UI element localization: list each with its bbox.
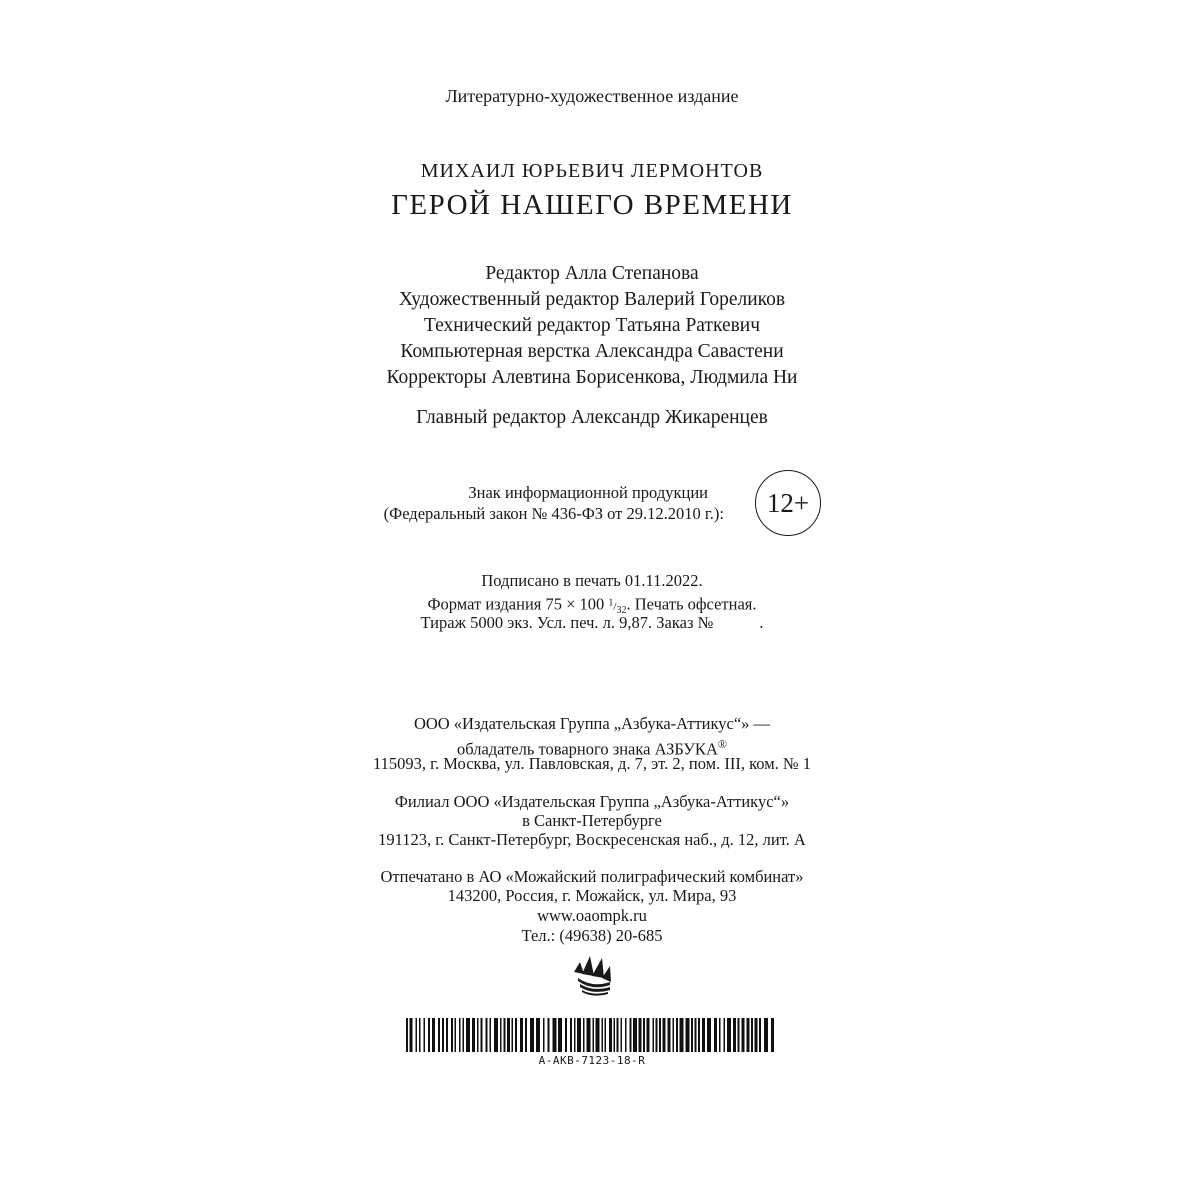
barcode-bar <box>686 1018 690 1052</box>
barcode-bar <box>536 1018 540 1052</box>
format-suffix: . Печать офсетная. <box>626 594 757 614</box>
age-rating-label: Знак информационной продукции <box>468 483 708 502</box>
barcode-bar <box>617 1018 619 1052</box>
credit-layout: Компьютерная верстка Александра Савастени <box>400 341 784 362</box>
barcode-bar <box>673 1018 675 1052</box>
trademark-text: обладатель товарного знака АЗБУКА <box>457 739 718 759</box>
barcode-bar <box>643 1018 645 1052</box>
barcode-bar <box>574 1018 576 1052</box>
print-run-suffix: . <box>759 613 764 632</box>
publisher-name: ООО «Издательская Группа „Азбука-Аттикус“» — <box>413 714 771 733</box>
barcode-bar <box>738 1018 740 1052</box>
barcode-bar <box>639 1018 642 1052</box>
barcode-bar <box>771 1018 774 1052</box>
credit-proofreaders: Корректоры Алевтина Борисенкова, Людмила Ни <box>386 367 798 388</box>
barcode-bar <box>702 1018 705 1052</box>
barcode-bar <box>543 1018 545 1052</box>
barcode-bar <box>466 1018 470 1052</box>
format-prefix: Формат издания 75 × 100 <box>427 594 609 614</box>
book-title: ГЕРОЙ НАШЕГО ВРЕМЕНИ <box>391 189 793 221</box>
barcode-bar <box>504 1018 506 1052</box>
barcode-bar <box>490 1018 492 1052</box>
barcode-bar <box>724 1018 726 1052</box>
barcode-bar <box>416 1018 418 1052</box>
printer-phone: Тел.: (49638) 20-685 <box>521 926 663 945</box>
barcode-bar <box>494 1018 498 1052</box>
barcode-bar <box>570 1018 572 1052</box>
barcode-bar <box>446 1018 448 1052</box>
barcode-bar <box>759 1018 761 1052</box>
barcode-icon <box>406 1018 778 1052</box>
age-rating-block <box>0 470 1200 540</box>
barcode-bar <box>419 1018 421 1052</box>
barcode-bar <box>486 1018 488 1052</box>
barcode-bar <box>742 1018 745 1052</box>
printer-name: Отпечатано в АО «Можайский полиграфический комбинат» <box>380 867 804 886</box>
barcode-bar <box>455 1018 457 1052</box>
barcode-bar <box>609 1018 612 1052</box>
barcode-bar <box>653 1018 655 1052</box>
barcode-bar <box>719 1018 721 1052</box>
barcode-bar <box>596 1018 600 1052</box>
barcode-bar <box>633 1018 637 1052</box>
barcode-bar <box>663 1018 666 1052</box>
branch-city: в Санкт-Петербурге <box>522 811 662 830</box>
barcode-bar <box>647 1018 650 1052</box>
edition-type: Литературно-художественное издание <box>445 86 739 106</box>
barcode-bar <box>630 1018 632 1052</box>
barcode-code: A-AKB-7123-18-R <box>538 1054 646 1067</box>
branch-address: 191123, г. Санкт-Петербург, Воскресенская наб., д. 12, лит. А <box>378 830 806 849</box>
format-denominator: 32 <box>616 604 627 616</box>
barcode-bar <box>451 1018 453 1052</box>
barcode-bar <box>459 1018 461 1052</box>
barcode-bar <box>587 1018 591 1052</box>
barcode-bar <box>558 1018 562 1052</box>
barcode-bar <box>472 1018 475 1052</box>
barcode-bar <box>507 1018 510 1052</box>
barcode-bar <box>656 1018 658 1052</box>
printer-address: 143200, Россия, г. Можайск, ул. Мира, 93 <box>447 886 737 905</box>
barcode-bar <box>751 1018 753 1052</box>
barcode-bar <box>565 1018 567 1052</box>
barcode-bar <box>481 1018 483 1052</box>
barcode-bar <box>525 1018 527 1052</box>
barcode-bar <box>515 1018 517 1052</box>
barcode-bar <box>593 1018 595 1052</box>
author-name: МИХАИЛ ЮРЬЕВИЧ ЛЕРМОНТОВ <box>420 160 764 182</box>
age-rating-text <box>304 482 724 524</box>
barcode-bar <box>680 1018 684 1052</box>
age-rating-law: (Федеральный закон № 436-ФЗ от 29.12.2010 г.): <box>383 504 724 523</box>
credit-chief-editor: Главный редактор Александр Жикаренцев <box>416 407 768 428</box>
barcode-bar <box>520 1018 523 1052</box>
barcode-bar <box>727 1018 731 1052</box>
barcode-bar <box>747 1018 750 1052</box>
barcode-bar <box>602 1018 604 1052</box>
age-rating-badge: 12+ <box>755 470 821 536</box>
credit-editor: Редактор Алла Степанова <box>485 263 699 284</box>
publisher-address: 115093, г. Москва, ул. Павловская, д. 7, эт. 2, пом. III, ком. № 1 <box>372 754 811 773</box>
barcode-bar <box>605 1018 607 1052</box>
barcode-bar <box>410 1018 413 1052</box>
barcode-bar <box>432 1018 435 1052</box>
barcode-bar <box>625 1018 627 1052</box>
barcode-bar <box>764 1018 768 1052</box>
credit-technical-editor: Технический редактор Татьяна Раткевич <box>423 315 761 336</box>
barcode-bar <box>698 1018 700 1052</box>
barcode-bar <box>553 1018 557 1052</box>
barcode-bar <box>442 1018 444 1052</box>
barcode-bar <box>668 1018 671 1052</box>
format-numerator: 1 <box>608 597 614 608</box>
publisher-crown-logo-icon <box>570 952 614 996</box>
credit-art-editor: Художественный редактор Валерий Гореликов <box>398 289 786 310</box>
barcode-bar <box>428 1018 430 1052</box>
barcode-bar <box>676 1018 678 1052</box>
barcode-bar <box>755 1018 758 1052</box>
print-run <box>0 613 1184 633</box>
barcode-bar <box>691 1018 693 1052</box>
barcode-bar <box>477 1018 479 1052</box>
barcode-bar <box>406 1018 408 1052</box>
barcode-bar <box>512 1018 514 1052</box>
registered-mark: ® <box>717 737 727 751</box>
barcode-bar <box>530 1018 534 1052</box>
barcode-bar <box>438 1018 440 1052</box>
print-run-prefix: Тираж 5000 экз. Усл. печ. л. 9,87. Заказ № <box>420 613 714 632</box>
barcode-bar <box>714 1018 717 1052</box>
barcode-bar <box>577 1018 581 1052</box>
barcode-bar <box>695 1018 697 1052</box>
barcode-bar <box>548 1018 550 1052</box>
format-fraction: $^1/_{32}$ <box>608 597 627 616</box>
barcode-bar <box>463 1018 465 1052</box>
printer-website: www.oaompk.ru <box>537 906 647 925</box>
barcode-bar <box>583 1018 585 1052</box>
barcode-bar <box>707 1018 711 1052</box>
signed-to-print: Подписано в печать 01.11.2022. <box>481 571 703 590</box>
barcode-bar <box>500 1018 502 1052</box>
barcode-bar <box>614 1018 616 1052</box>
branch-name: Филиал ООО «Издательская Группа „Азбука-Аттикус“» <box>394 792 790 811</box>
barcode-bar <box>424 1018 426 1052</box>
barcode-bar <box>659 1018 661 1052</box>
barcode-bar <box>733 1018 736 1052</box>
barcode-bar <box>621 1018 623 1052</box>
